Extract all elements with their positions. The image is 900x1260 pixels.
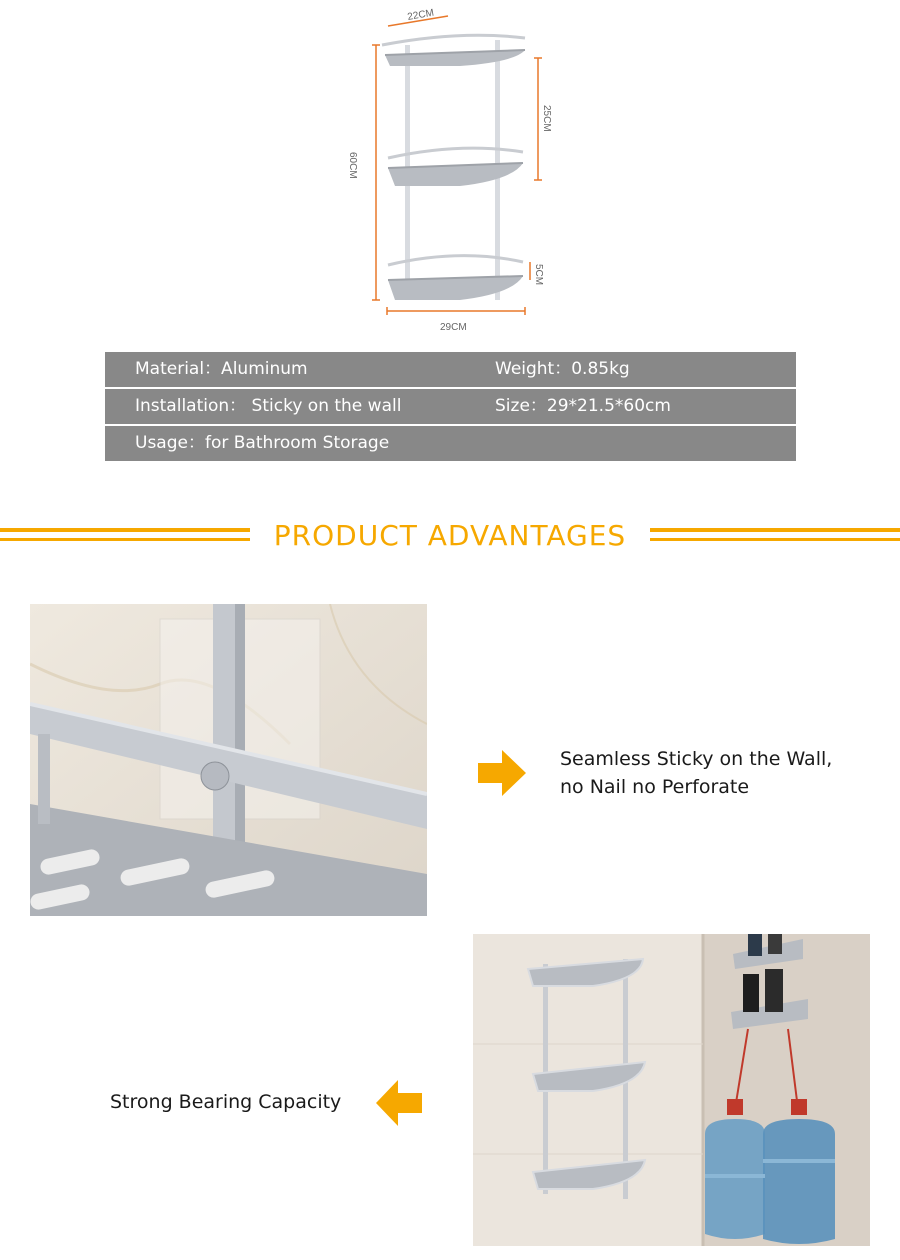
spec-installation: Installation： Sticky on the wall	[135, 396, 402, 416]
bearing-illustration	[473, 934, 870, 1246]
feature-sticky-line1: Seamless Sticky on the Wall,	[560, 748, 833, 770]
bearing-photo	[473, 934, 870, 1246]
closeup-photo	[30, 604, 427, 916]
spec-row	[105, 352, 796, 387]
feature-sticky-line2: no Nail no Perforate	[560, 776, 750, 798]
dim-shelf-gap: 25CM	[541, 105, 552, 132]
feature-sticky-text	[560, 745, 832, 801]
dim-top-width: 22CM	[406, 7, 435, 23]
arrow-left-icon	[376, 1080, 422, 1126]
spec-weight: Weight：0.85kg	[495, 359, 630, 379]
dim-rail-height: 5CM	[533, 264, 544, 286]
spec-size: Size：29*21.5*60cm	[495, 396, 671, 416]
dim-total-height: 60CM	[347, 152, 358, 179]
closeup-illustration	[30, 604, 427, 916]
section-title: PRODUCT ADVANTAGES	[273, 519, 627, 552]
shelf-top	[382, 35, 525, 66]
spec-usage: Usage：for Bathroom Storage	[135, 433, 390, 453]
spec-material: Material：Aluminum	[135, 359, 308, 379]
spec-row	[105, 389, 796, 424]
feature-bearing-text: Strong Bearing Capacity	[110, 1091, 342, 1113]
spec-row	[105, 426, 796, 461]
arrow-right-icon	[478, 750, 526, 796]
product-dimension-drawing	[340, 0, 570, 340]
shelf-middle	[388, 148, 523, 186]
dim-base-width: 29CM	[440, 322, 467, 333]
